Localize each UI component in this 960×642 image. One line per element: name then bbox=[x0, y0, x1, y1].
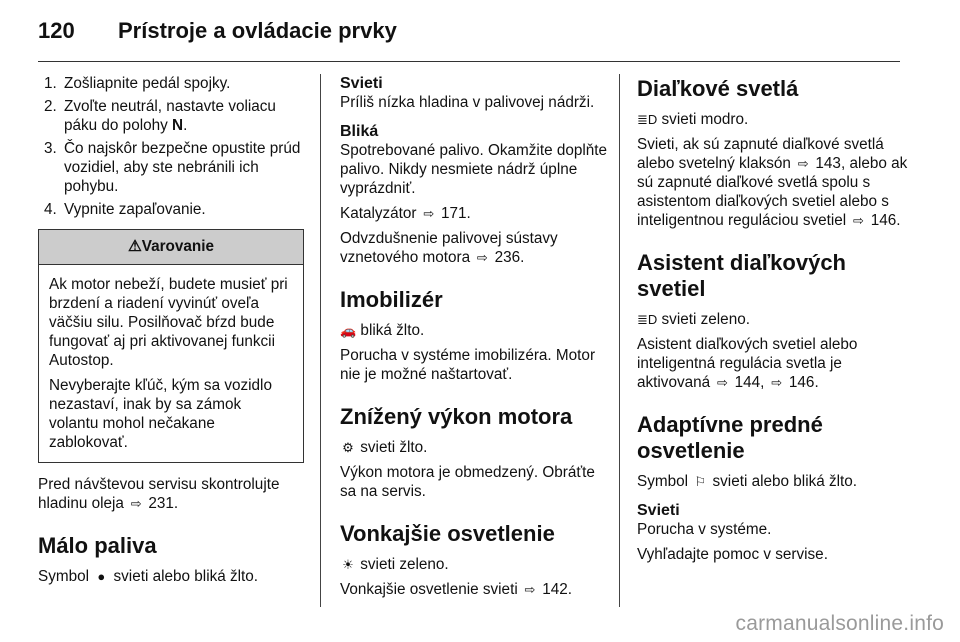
page-header bbox=[0, 0, 960, 58]
section-heading: Vonkajšie osvetlenie bbox=[340, 521, 555, 546]
section-paragraph: Symbol ● svieti alebo bliká žlto. bbox=[38, 568, 259, 585]
warning-title: Varovanie bbox=[141, 238, 214, 255]
warning-paragraph: Nevyberajte kľúč, kým sa vozidlo nezastaví, inak by sa zámok volantu mohol nečakane zablokovať. bbox=[49, 377, 272, 451]
column-1 bbox=[38, 74, 304, 592]
column-3 bbox=[637, 74, 909, 570]
paragraph: Symbol ⚐ svieti alebo bliká žlto. bbox=[637, 473, 858, 490]
section-heading: Znížený výkon motora bbox=[340, 404, 573, 429]
page-ref-icon: ⇨ bbox=[797, 156, 809, 171]
column-2 bbox=[340, 74, 608, 605]
paragraph: Výkon motora je obmedzený. Obráťte sa na servis. bbox=[340, 464, 595, 500]
section-heading: Diaľkové svetlá bbox=[637, 76, 799, 101]
section-heading: Adaptívne predné osvetlenie bbox=[637, 412, 823, 463]
procedure-steps bbox=[38, 74, 304, 219]
paragraph: ≣D svieti zeleno. bbox=[637, 311, 750, 328]
page-ref-icon: ⇨ bbox=[716, 375, 728, 390]
paragraph: ⚙ svieti žlto. bbox=[340, 438, 608, 457]
fuel-warning-icon: ● bbox=[97, 569, 106, 584]
page-ref-icon: ⇨ bbox=[853, 213, 864, 228]
column-divider-1 bbox=[320, 74, 321, 607]
column-divider-2 bbox=[619, 74, 620, 607]
paragraph: ≣D svieti modro. bbox=[637, 111, 749, 128]
paragraph: Príliš nízka hladina v palivovej nádrži. bbox=[340, 94, 595, 111]
header-rule bbox=[38, 61, 900, 62]
subheading: Svieti bbox=[340, 75, 383, 92]
step-item: 2. Zvoľte neutrál, nastavte voliacu páku do polohy N. bbox=[44, 98, 276, 134]
page-ref-icon: ⇨ bbox=[524, 582, 536, 597]
paragraph: Asistent diaľkových svetiel alebo inteligentná regulácia svetla je aktivovaná ⇨ 144, ⇨ 146. bbox=[637, 336, 858, 391]
step-item: 4. Vypnite zapaľovanie. bbox=[44, 201, 206, 218]
exterior-light-icon: ☀ bbox=[342, 557, 354, 572]
page-title: Prístroje a ovládacie prvky bbox=[118, 18, 397, 43]
page-ref-icon: ⇨ bbox=[771, 375, 783, 390]
page-ref-icon: ⇨ bbox=[130, 496, 142, 511]
paragraph: Porucha v systéme. bbox=[637, 521, 772, 538]
section-heading: Málo paliva bbox=[38, 533, 157, 558]
paragraph: Svieti, ak sú zapnuté diaľkové svetlá alebo svetelný klaksón ⇨ 143, alebo ak sú zapnuté diaľkové svetlá spolu s asistentom diaľkových svetiel alebo s inteligentnou reguláciou svetiel ⇨ 146. bbox=[637, 136, 908, 229]
high-beam-assist-icon: ≣D bbox=[637, 312, 658, 327]
paragraph: Vonkajšie osvetlenie svieti ⇨ 142. bbox=[340, 581, 572, 598]
section-heading: Imobilizér bbox=[340, 287, 443, 312]
step-item: 3. Čo najskôr bezpečne opustite prúd vozidiel, aby ste nebránili ich pohybu. bbox=[44, 140, 301, 195]
subheading: Svieti bbox=[637, 502, 680, 519]
high-beam-icon: ≣D bbox=[637, 112, 658, 127]
paragraph: Porucha v systéme imobilizéra. Motor nie je možné naštartovať. bbox=[340, 347, 596, 383]
step-item: 1. Zošliapnite pedál spojky. bbox=[44, 75, 231, 92]
warning-paragraph: Ak motor nebeží, budete musieť pri brzdení a riadení vyvinúť oveľa väčšiu silu. Posilňovač bŕzd bude fungovať aj pri aktivovanej funkcii Autostop. bbox=[49, 276, 288, 369]
adaptive-light-icon: ⚐ bbox=[694, 474, 707, 489]
service-paragraph: Pred návštevou servisu skontrolujte hladinu oleja ⇨ 231. bbox=[38, 476, 280, 512]
engine-power-icon: ⚙ bbox=[342, 440, 354, 455]
paragraph: Katalyzátor ⇨ 171. bbox=[340, 205, 471, 222]
paragraph: Vyhľadajte pomoc v servise. bbox=[637, 546, 828, 563]
paragraph: ☀ svieti zeleno. bbox=[340, 555, 608, 574]
watermark: carmanualsonline.info bbox=[735, 612, 944, 635]
page-ref-icon: ⇨ bbox=[423, 206, 435, 221]
warning-icon: ⚠ bbox=[128, 238, 142, 255]
paragraph: Spotrebované palivo. Okamžite doplňte palivo. Nikdy nesmiete nádrž úplne vyprázdniť. bbox=[340, 142, 608, 197]
paragraph: 🚗 bliká žlto. bbox=[340, 322, 425, 339]
section-heading: Asistent diaľkových svetiel bbox=[637, 250, 846, 301]
immobilizer-icon: 🚗 bbox=[340, 323, 357, 338]
warning-box bbox=[38, 229, 304, 463]
paragraph: Odvzdušnenie palivovej sústavy vznetového motora ⇨ 236. bbox=[340, 230, 558, 266]
warning-header bbox=[39, 230, 303, 265]
warning-body bbox=[39, 265, 303, 462]
page-number: 120 bbox=[38, 18, 75, 43]
page-ref-icon: ⇨ bbox=[476, 250, 488, 265]
subheading: Bliká bbox=[340, 123, 379, 140]
